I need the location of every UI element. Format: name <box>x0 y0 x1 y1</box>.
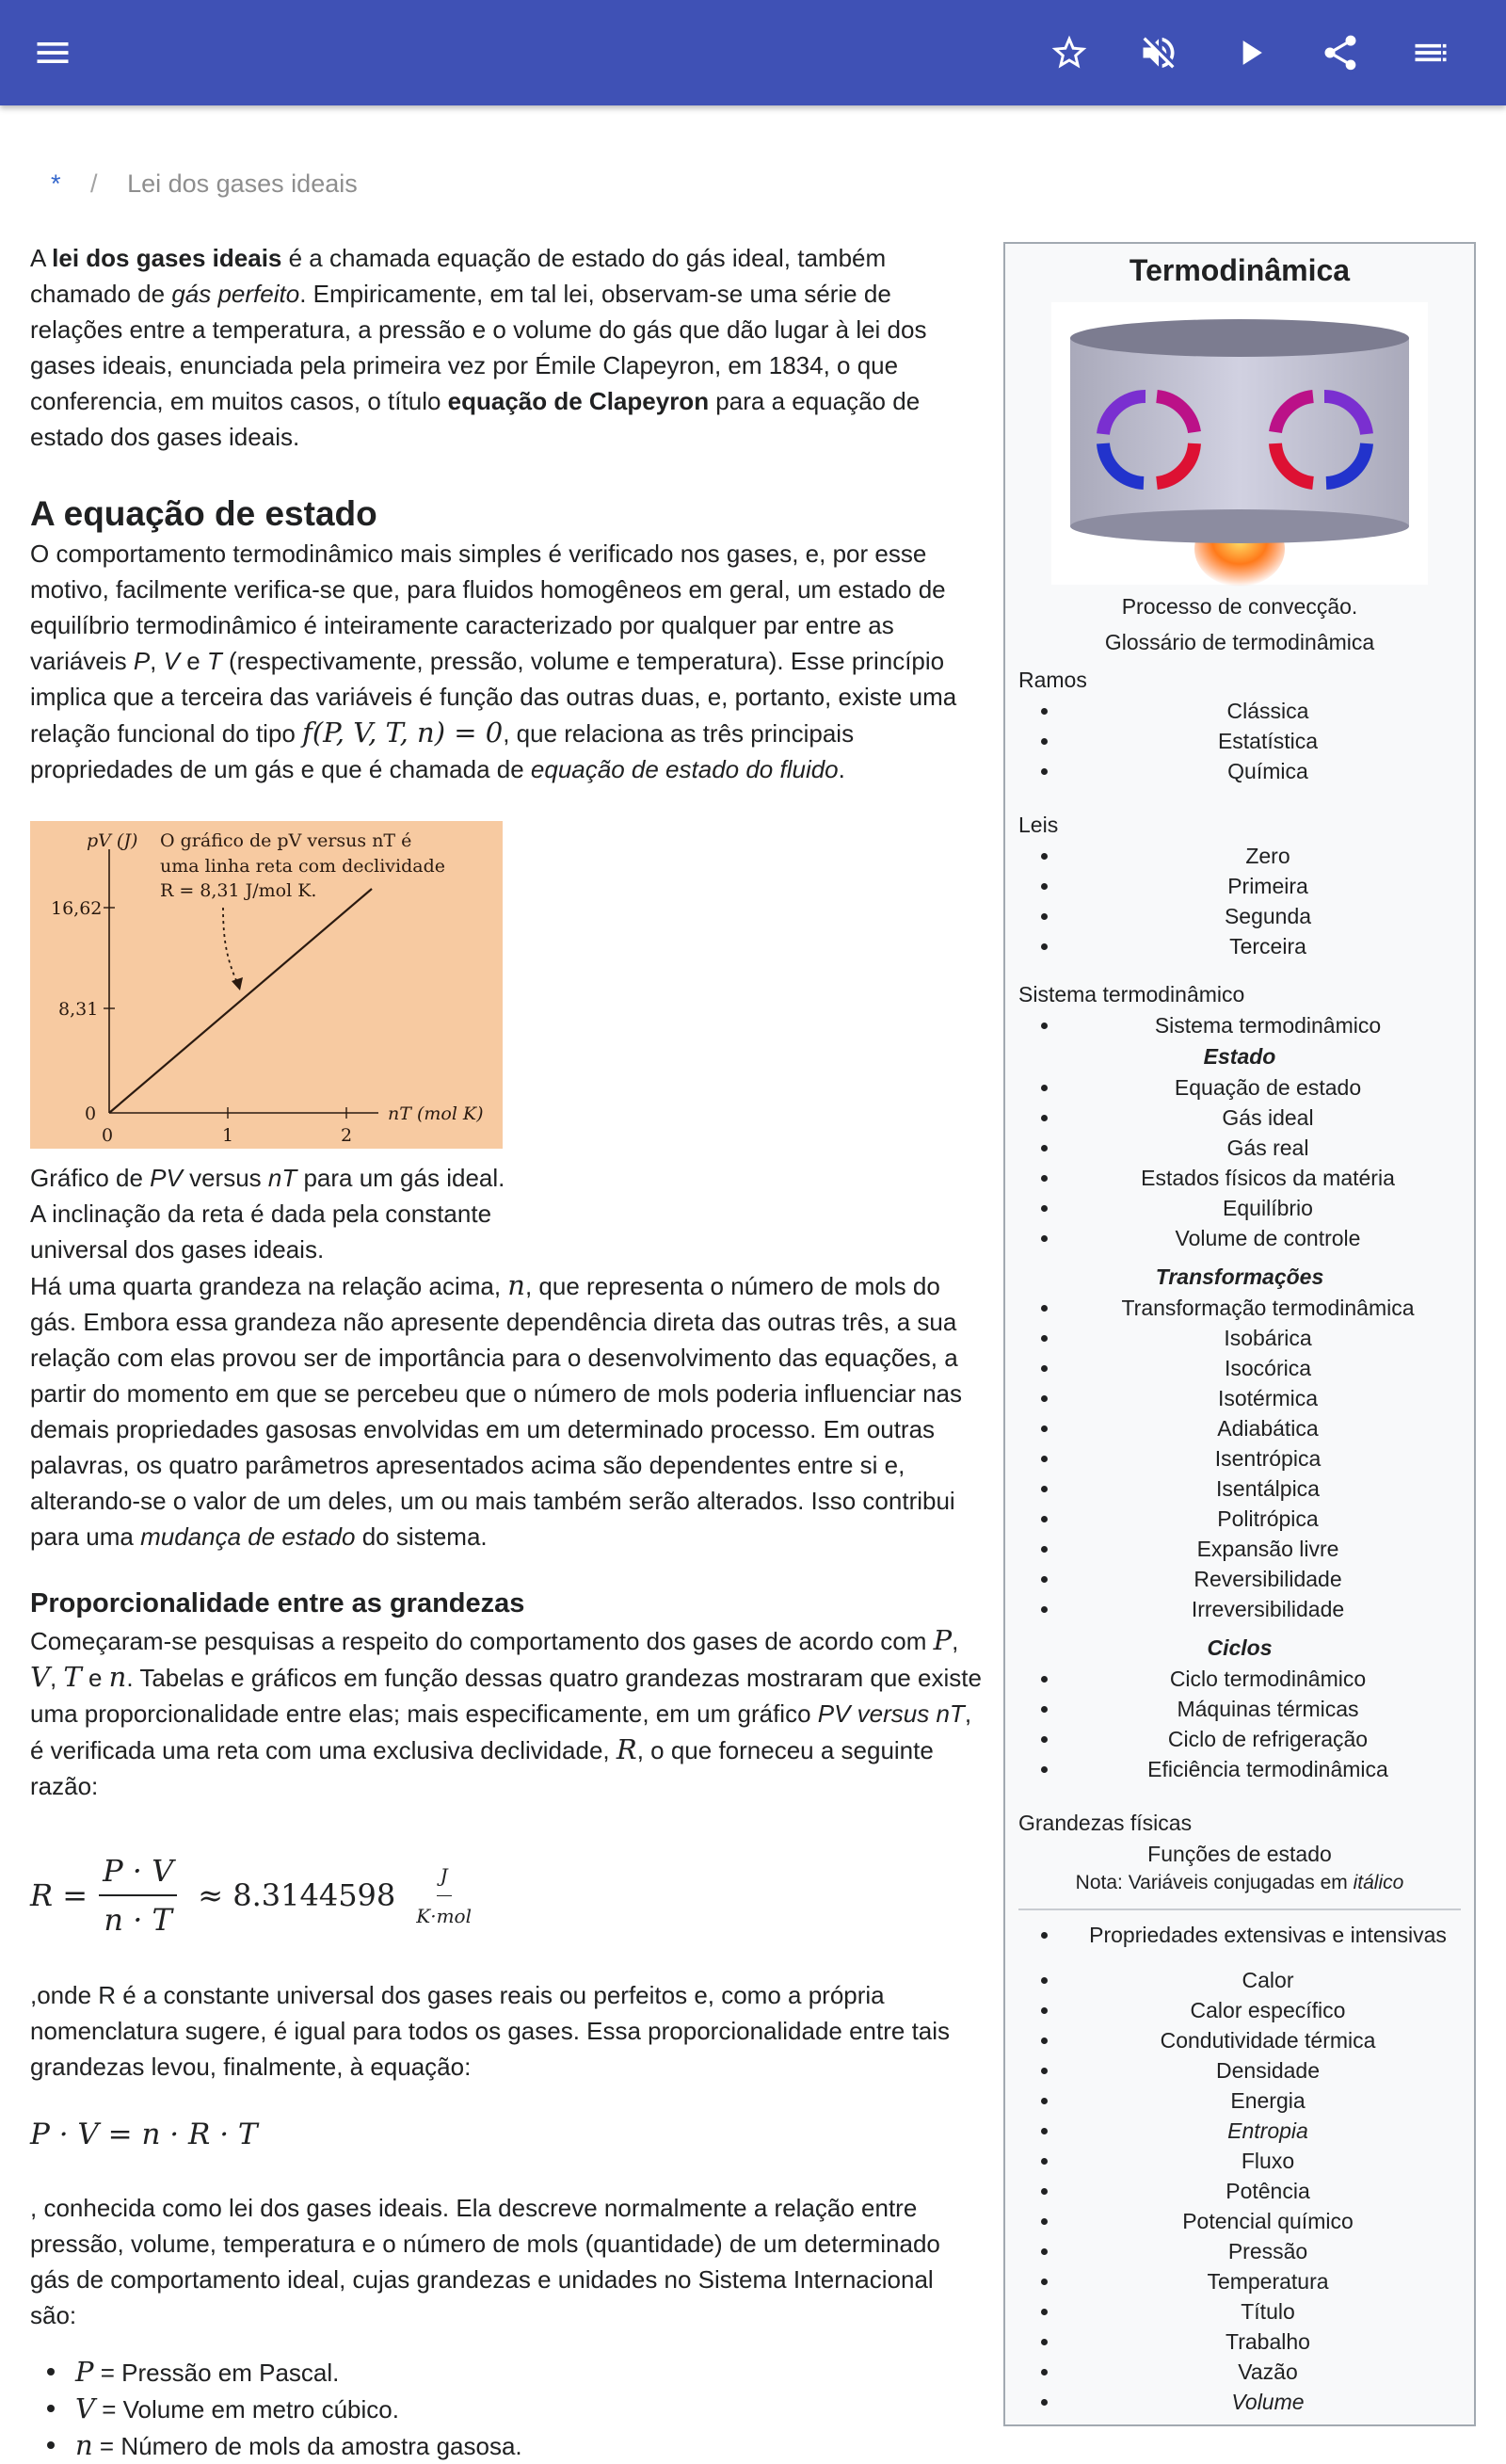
playlist-icon <box>1410 32 1451 73</box>
list-item[interactable]: Irreversibilidade <box>1005 1594 1474 1624</box>
list-item[interactable]: Isentálpica <box>1005 1474 1474 1504</box>
list-item[interactable]: Politrópica <box>1005 1504 1474 1534</box>
list-item: V = Volume em metro cúbico. <box>30 2391 983 2427</box>
quarta-grandeza-paragraph: Há uma quarta grandeza na relação acima, n, que representa o número de mols do gás. Embora essa grandeza não apresente dependência direta das outras três, a sua relação com elas provou ser de importância para o desenvolvimento das equações, a partir do momento em que se percebeu que o número de mols poderia influenciar nas demais propriedades gasosas envolvidas em um determinado processo. Em outras palavras, os quatro parâmetros apresentados acima são dependentes entre si e, alterando-se o valor de um deles, um ou mais também serão alterados. Isso contribui para uma mudança de estado do sistema. <box>30 1269 963 1551</box>
figure-caption-line-2: A inclinação da reta é dada pela constante universal dos gases ideais. <box>30 1200 492 1264</box>
subgroup-label-transformacoes: Transformações <box>1155 1264 1324 1289</box>
mute-button[interactable] <box>1132 26 1185 79</box>
volume-off-icon <box>1138 32 1179 73</box>
list-item[interactable]: Isentrópica <box>1005 1443 1474 1474</box>
list-item[interactable]: Volume <box>1005 2387 1474 2417</box>
annotation-line-3: R = 8,31 J/mol K. <box>160 880 317 901</box>
propriedades-list <box>1005 1920 1474 1950</box>
inline-math: f(P, V, T, n) = 0 <box>302 717 504 749</box>
transformacoes-list <box>1005 1293 1474 1624</box>
list-item[interactable]: Eficiência termodinâmica <box>1005 1754 1474 1784</box>
list-item[interactable]: Gás ideal <box>1005 1103 1474 1133</box>
list-item[interactable]: Expansão livre <box>1005 1534 1474 1564</box>
list-item[interactable]: Ciclo termodinâmico <box>1005 1664 1474 1694</box>
ciclos-list <box>1005 1664 1474 1784</box>
y-tick-mid: 8,31 <box>58 999 99 1020</box>
play-button[interactable] <box>1224 26 1276 79</box>
list-item[interactable]: Equilíbrio <box>1005 1193 1474 1223</box>
list-item[interactable]: Estados físicos da matéria <box>1005 1163 1474 1193</box>
list-item[interactable]: Vazão <box>1005 2357 1474 2387</box>
list-item[interactable]: Zero <box>1005 841 1474 871</box>
list-item[interactable]: Calor <box>1005 1965 1474 1995</box>
list-item[interactable]: Pressão <box>1005 2236 1474 2266</box>
menu-button[interactable] <box>26 26 79 79</box>
breadcrumb <box>51 169 358 199</box>
breadcrumb-home-link[interactable]: * <box>51 169 61 198</box>
pv-vs-nt-figure[interactable] <box>30 821 503 1149</box>
list-item[interactable]: Reversibilidade <box>1005 1564 1474 1594</box>
grandezas-list <box>1005 1965 1474 2417</box>
thermodynamics-infobox <box>1003 242 1476 2426</box>
group-label-grandezas: Grandezas físicas <box>1018 1811 1193 1835</box>
list-item[interactable]: Propriedades extensivas e intensivas <box>1005 1920 1474 1950</box>
funcoes-de-estado-label: Funções de estado <box>1147 1842 1332 1866</box>
estado-list <box>1005 1072 1474 1253</box>
figure-caption: Gráfico de PV versus nT para um gás ideal. <box>30 1164 505 1192</box>
sistema-list <box>1005 1010 1474 1040</box>
list-item[interactable]: Densidade <box>1005 2055 1474 2086</box>
favorite-button[interactable] <box>1043 26 1096 79</box>
x-tick-2: 2 <box>341 1125 353 1146</box>
group-label-leis: Leis <box>1018 813 1059 837</box>
gas-constant-formula: R = $\frac{P \cdot V}{n \cdot T}$ ≈ 8.3144598 $\frac{J}{\text{K·mol}}$ <box>30 1853 472 1938</box>
list-item[interactable]: Temperatura <box>1005 2266 1474 2296</box>
conjugate-variables-note: Nota: Variáveis conjugadas em itálico <box>1075 1872 1404 1893</box>
x-axis-label: nT (mol K) <box>388 1103 484 1124</box>
list-item[interactable]: Sistema termodinâmico <box>1005 1010 1474 1040</box>
pv-line <box>109 889 372 1113</box>
list-item[interactable]: Isotérmica <box>1005 1383 1474 1413</box>
x-tick-1: 1 <box>222 1125 234 1146</box>
convection-image[interactable] <box>1051 302 1428 585</box>
annotation-line-1: O gráfico de pV versus nT é <box>160 830 412 851</box>
group-label-sistema: Sistema termodinâmico <box>1018 982 1245 1007</box>
list-item[interactable]: Transformação termodinâmica <box>1005 1293 1474 1323</box>
y-tick-top: 16,62 <box>51 898 103 919</box>
list-item[interactable]: Entropia <box>1005 2116 1474 2146</box>
ramos-list <box>1005 696 1474 786</box>
list-item[interactable]: Gás real <box>1005 1133 1474 1163</box>
list-item[interactable]: Fluxo <box>1005 2146 1474 2176</box>
ideal-gas-law-formula: P · V = n · R · T <box>30 2118 258 2151</box>
list-item[interactable]: Trabalho <box>1005 2327 1474 2357</box>
share-button[interactable] <box>1314 26 1367 79</box>
infobox-image-caption: Processo de convecção. <box>1121 594 1358 619</box>
list-item[interactable]: Primeira <box>1005 871 1474 901</box>
list-item[interactable]: Potencial químico <box>1005 2206 1474 2236</box>
list-item[interactable]: Ciclo de refrigeração <box>1005 1724 1474 1754</box>
breadcrumb-current: Lei dos gases ideais <box>127 169 358 198</box>
list-item: P = Pressão em Pascal. <box>30 2354 983 2391</box>
list-item[interactable]: Isobárica <box>1005 1323 1474 1353</box>
intro-paragraph: A lei dos gases ideais é a chamada equação de estado do gás ideal, também chamado de gás perfeito. Empiricamente, em tal lei, observam-se uma série de relações entre a temperatura, a pressão e o volume do gás que dão lugar à lei dos gases ideais, enunciada pela primeira vez por Émile Clapeyron, em 1834, o que conferencia, em muitos casos, o título equação de Clapeyron para a equação de estado dos gases ideais. <box>30 244 927 451</box>
list-item[interactable]: Terceira <box>1005 931 1474 961</box>
list-item[interactable]: Volume de controle <box>1005 1223 1474 1253</box>
y-axis-label: pV (J) <box>87 830 138 851</box>
group-label-ramos: Ramos <box>1018 668 1087 692</box>
section-heading-equacao-de-estado: A equação de estado <box>30 494 377 533</box>
glossary-link[interactable]: Glossário de termodinâmica <box>1104 630 1375 654</box>
list-item[interactable]: Potência <box>1005 2176 1474 2206</box>
pv-vs-nt-graph <box>30 821 503 1149</box>
infobox-title: Termodinâmica <box>1129 253 1351 287</box>
list-item[interactable]: Adiabática <box>1005 1413 1474 1443</box>
list-item[interactable]: Estatística <box>1005 726 1474 756</box>
annotation-line-2: uma linha reta com declividade <box>160 856 445 877</box>
app-bar <box>0 0 1506 105</box>
annotation-arrow <box>223 908 239 987</box>
units-list <box>30 2354 983 2464</box>
share-icon <box>1320 32 1361 73</box>
x-tick-0: 0 <box>102 1125 114 1146</box>
list-item[interactable]: Máquinas térmicas <box>1005 1694 1474 1724</box>
subgroup-label-estado: Estado <box>1203 1044 1276 1069</box>
constante-paragraph: ,onde R é a constante universal dos gases reais ou perfeitos e, como a própria nomenclatura sugere, é igual para todos os gases. Essa proporcionalidade entre tais grandezas levou, finalmente, à equação: <box>30 1981 951 2081</box>
breadcrumb-separator: / <box>90 169 98 198</box>
list-item[interactable]: Calor específico <box>1005 1995 1474 2025</box>
list-item: n = Número de mols da amostra gasosa. <box>30 2427 983 2464</box>
star-outline-icon <box>1049 32 1090 73</box>
list-item[interactable]: Energia <box>1005 2086 1474 2116</box>
list-item[interactable]: Condutividade térmica <box>1005 2025 1474 2055</box>
contents-button[interactable] <box>1404 26 1457 79</box>
list-item[interactable]: Clássica <box>1005 696 1474 726</box>
menu-icon <box>32 32 73 73</box>
play-icon <box>1229 32 1271 73</box>
article-body <box>30 240 983 2464</box>
section-heading-proporcionalidade: Proporcionalidade entre as grandezas <box>30 1588 525 1619</box>
y-tick-zero: 0 <box>85 1103 97 1124</box>
list-item[interactable]: Isocórica <box>1005 1353 1474 1383</box>
list-item[interactable]: Equação de estado <box>1005 1072 1474 1103</box>
proporcionalidade-paragraph: Começaram-se pesquisas a respeito do comportamento dos gases de acordo com P, V, T e n. Tabelas e gráficos em função dessas quatro grandezas mostraram que existe uma proporcionalidade entre elas; mais especificamente, em um gráfico PV versus nT, é verificada uma reta com uma exclusiva declividade, R, o que forneceu a seguinte razão: <box>30 1624 982 1800</box>
convection-illustration <box>1051 302 1428 585</box>
list-item[interactable]: Segunda <box>1005 901 1474 931</box>
equacao-estado-paragraph: O comportamento termodinâmico mais simples é verificado nos gases, e, por esse motivo, facilmente verifica-se que, para fluidos homogêneos em geral, um estado de equilíbrio termodinâmico é inteiramente caracterizado por qualquer par entre as variáveis P, V e T (respectivamente, pressão, volume e temperatura). Esse princípio implica que a terceira das variáveis é função das outras duas, e, portanto, existe uma relação funcional do tipo f(P, V, T, n) = 0, que relaciona as três principais propriedades de um gás e que é chamada de equação de estado do fluido. <box>30 540 957 783</box>
list-item[interactable]: Química <box>1005 756 1474 786</box>
lei-paragraph: , conhecida como lei dos gases ideais. Ela descreve normalmente a relação entre pressão, volume, temperatura e o número de mols (quantidade) de um determinado gás de comportamento ideal, cujas grandezas e unidades no Sistema Internacional são: <box>30 2194 940 2329</box>
leis-list <box>1005 841 1474 961</box>
list-item[interactable]: Título <box>1005 2296 1474 2327</box>
infobox-divider <box>1018 1908 1461 1910</box>
subgroup-label-ciclos: Ciclos <box>1207 1635 1273 1660</box>
